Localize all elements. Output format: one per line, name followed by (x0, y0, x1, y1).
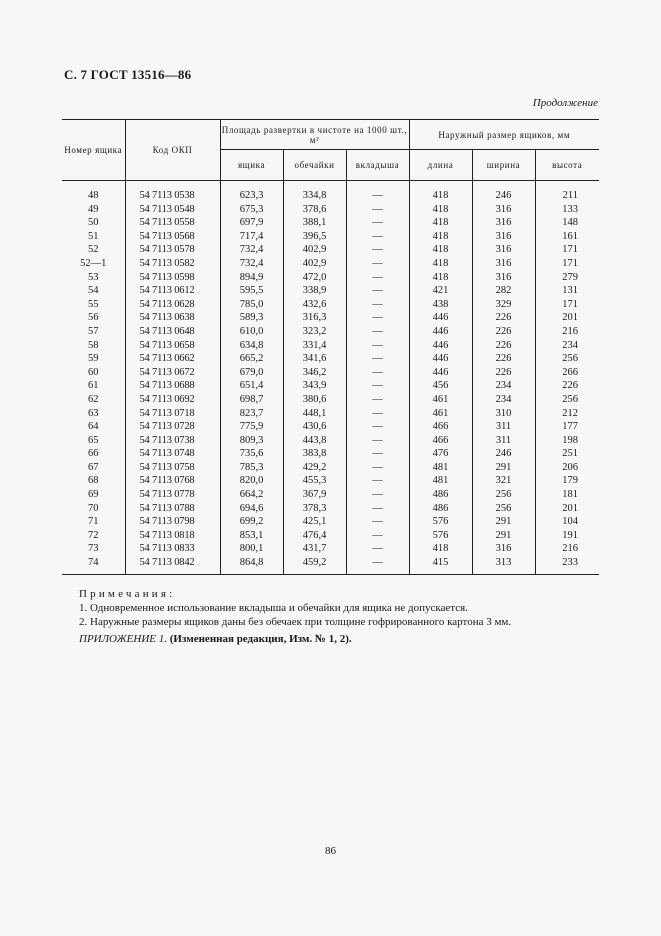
table-row (62, 447, 599, 461)
cell-box-number: 61 (88, 380, 99, 392)
header-height: высота (535, 150, 599, 181)
cell-area-box: 699,2 (220, 515, 283, 529)
cell-box-number: 57 (88, 325, 99, 337)
cell-area-insert: — (346, 420, 409, 434)
cell-okp-code: 54 7113 0582 (125, 257, 220, 271)
cell-okp-code: 54 7113 0648 (125, 325, 220, 339)
cell-width: 316 (472, 542, 535, 556)
cell-height: 251 (535, 447, 599, 461)
cell-area-box: 610,0 (220, 325, 283, 339)
cell-length: 461 (409, 407, 472, 421)
cell-width: 316 (472, 216, 535, 230)
cell-length: 576 (409, 529, 472, 543)
table-row (62, 243, 599, 257)
cell-width: 234 (472, 379, 535, 393)
cell-area-box: 894,9 (220, 271, 283, 285)
table-row (62, 393, 599, 407)
cell-area-insert: — (346, 488, 409, 502)
cell-height: 233 (535, 556, 599, 574)
cell-area-shell: 402,9 (283, 257, 346, 271)
table-row (62, 298, 599, 312)
cell-area-box: 864,8 (220, 556, 283, 574)
cell-length: 481 (409, 461, 472, 475)
cell-area-shell: 443,8 (283, 434, 346, 448)
cell-okp-code: 54 7113 0758 (125, 461, 220, 475)
appendix-label: ПРИЛОЖЕНИЕ 1. (79, 633, 167, 645)
cell-length: 461 (409, 393, 472, 407)
cell-area-box: 664,2 (220, 488, 283, 502)
cell-area-insert: — (346, 271, 409, 285)
cell-area-insert: — (346, 243, 409, 257)
cell-area-box: 679,0 (220, 366, 283, 380)
cell-width: 246 (472, 447, 535, 461)
cell-height: 212 (535, 407, 599, 421)
cell-width: 226 (472, 339, 535, 353)
cell-area-insert: — (346, 447, 409, 461)
cell-area-shell: 380,6 (283, 393, 346, 407)
table-row (62, 474, 599, 488)
cell-height: 104 (535, 515, 599, 529)
cell-box-number: 58 (88, 339, 99, 351)
cell-box-number: 51 (88, 230, 99, 242)
cell-area-box: 589,3 (220, 311, 283, 325)
cell-area-shell: 331,4 (283, 339, 346, 353)
cell-box-number: 49 (88, 203, 99, 215)
cell-length: 446 (409, 325, 472, 339)
cell-length: 446 (409, 352, 472, 366)
cell-width: 316 (472, 271, 535, 285)
cell-okp-code: 54 7113 0692 (125, 393, 220, 407)
cell-height: 201 (535, 311, 599, 325)
cell-okp-code: 54 7113 0688 (125, 379, 220, 393)
cell-box-number: 54 (88, 285, 99, 297)
cell-box-number: 52 (88, 244, 99, 256)
header-box-number: Номер ящика (62, 120, 125, 181)
cell-okp-code: 54 7113 0628 (125, 298, 220, 312)
cell-box-number: 68 (88, 475, 99, 487)
table-row (62, 502, 599, 516)
cell-okp-code: 54 7113 0718 (125, 407, 220, 421)
cell-height: 133 (535, 203, 599, 217)
table-row (62, 181, 599, 203)
cell-area-shell: 472,0 (283, 271, 346, 285)
table-row (62, 379, 599, 393)
cell-okp-code: 54 7113 0578 (125, 243, 220, 257)
cell-area-insert: — (346, 257, 409, 271)
cell-height: 226 (535, 379, 599, 393)
header-area-box: ящика (220, 150, 283, 181)
cell-area-insert: — (346, 216, 409, 230)
cell-area-shell: 432,6 (283, 298, 346, 312)
cell-box-number: 60 (88, 366, 99, 378)
cell-area-insert: — (346, 407, 409, 421)
cell-area-box: 675,3 (220, 203, 283, 217)
cell-length: 446 (409, 366, 472, 380)
cell-area-shell: 431,7 (283, 542, 346, 556)
cell-area-box: 809,3 (220, 434, 283, 448)
cell-area-shell: 378,6 (283, 203, 346, 217)
cell-area-box: 732,4 (220, 243, 283, 257)
cell-area-insert: — (346, 393, 409, 407)
cell-area-insert: — (346, 556, 409, 574)
cell-width: 226 (472, 325, 535, 339)
table-row (62, 325, 599, 339)
cell-area-shell: 425,1 (283, 515, 346, 529)
cell-length: 418 (409, 257, 472, 271)
note-item: 1. Одновременное использование вкладыша и обечайки для ящика не допускается. (79, 602, 468, 614)
table-row (62, 407, 599, 421)
cell-box-number: 66 (88, 448, 99, 460)
header-okp-code: Код ОКП (125, 120, 220, 181)
cell-area-shell: 383,8 (283, 447, 346, 461)
cell-area-shell: 388,1 (283, 216, 346, 230)
cell-okp-code: 54 7113 0728 (125, 420, 220, 434)
cell-length: 446 (409, 339, 472, 353)
cell-box-number: 48 (88, 190, 99, 201)
cell-width: 226 (472, 311, 535, 325)
cell-area-box: 775,9 (220, 420, 283, 434)
table-row (62, 311, 599, 325)
cell-area-box: 853,1 (220, 529, 283, 543)
cell-area-box: 823,7 (220, 407, 283, 421)
table-row (62, 542, 599, 556)
header-length: длина (409, 150, 472, 181)
cell-width: 291 (472, 529, 535, 543)
cell-area-box: 623,3 (220, 181, 283, 203)
cell-area-box: 697,9 (220, 216, 283, 230)
cell-height: 234 (535, 339, 599, 353)
cell-okp-code: 54 7113 0788 (125, 502, 220, 516)
cell-length: 418 (409, 181, 472, 203)
cell-height: 161 (535, 230, 599, 244)
cell-area-box: 785,0 (220, 298, 283, 312)
cell-length: 466 (409, 434, 472, 448)
cell-box-number: 62 (88, 393, 99, 405)
cell-okp-code: 54 7113 0818 (125, 529, 220, 543)
cell-area-insert: — (346, 542, 409, 556)
cell-okp-code: 54 7113 0842 (125, 556, 220, 574)
table-row (62, 420, 599, 434)
table-row (62, 461, 599, 475)
table-row (62, 339, 599, 353)
cell-area-box: 717,4 (220, 230, 283, 244)
cell-width: 291 (472, 461, 535, 475)
cell-height: 181 (535, 488, 599, 502)
cell-box-number: 67 (88, 461, 99, 473)
cell-area-insert: — (346, 311, 409, 325)
cell-area-insert: — (346, 339, 409, 353)
cell-height: 206 (535, 461, 599, 475)
cell-okp-code: 54 7113 0598 (125, 271, 220, 285)
cell-width: 316 (472, 203, 535, 217)
header-area-group: Площадь развертки в чистоте на 1000 шт., м² (220, 120, 409, 150)
cell-height: 256 (535, 352, 599, 366)
cell-okp-code: 54 7113 0662 (125, 352, 220, 366)
table-body (62, 181, 599, 575)
cell-area-box: 785,3 (220, 461, 283, 475)
cell-box-number: 72 (88, 529, 99, 541)
cell-height: 279 (535, 271, 599, 285)
cell-box-number: 64 (88, 421, 99, 433)
cell-height: 256 (535, 393, 599, 407)
cell-okp-code: 54 7113 0612 (125, 284, 220, 298)
cell-width: 311 (472, 420, 535, 434)
appendix-text: (Измененная редакция, Изм. № 1, 2). (169, 633, 352, 645)
cell-box-number: 53 (88, 271, 99, 283)
cell-height: 211 (535, 181, 599, 203)
cell-area-insert: — (346, 230, 409, 244)
cell-width: 316 (472, 257, 535, 271)
cell-height: 171 (535, 243, 599, 257)
cell-area-shell: 430,6 (283, 420, 346, 434)
page-number: 86 (325, 845, 336, 857)
document-header: С. 7 ГОСТ 13516—86 (64, 67, 192, 82)
cell-box-number: 55 (88, 298, 99, 310)
table-row (62, 257, 599, 271)
cell-width: 316 (472, 230, 535, 244)
cell-length: 418 (409, 271, 472, 285)
cell-okp-code: 54 7113 0638 (125, 311, 220, 325)
table-row (62, 216, 599, 230)
cell-box-number: 71 (88, 516, 99, 528)
note-item: 2. Наружные размеры ящиков даны без обечаек при толщине гофрированного картона 3 мм. (79, 616, 512, 628)
cell-box-number: 69 (88, 489, 99, 501)
cell-width: 246 (472, 181, 535, 203)
cell-length: 418 (409, 216, 472, 230)
cell-height: 171 (535, 298, 599, 312)
cell-width: 329 (472, 298, 535, 312)
cell-okp-code: 54 7113 0778 (125, 488, 220, 502)
box-dimensions-table (62, 119, 599, 575)
cell-area-box: 800,1 (220, 542, 283, 556)
cell-height: 179 (535, 474, 599, 488)
header-area-shell: обечайки (283, 150, 346, 181)
cell-area-insert: — (346, 325, 409, 339)
cell-okp-code: 54 7113 0768 (125, 474, 220, 488)
cell-area-shell: 316,3 (283, 311, 346, 325)
cell-area-box: 698,7 (220, 393, 283, 407)
cell-area-insert: — (346, 298, 409, 312)
cell-box-number: 56 (88, 312, 99, 324)
cell-length: 486 (409, 502, 472, 516)
cell-area-insert: — (346, 379, 409, 393)
cell-area-shell: 455,3 (283, 474, 346, 488)
cell-okp-code: 54 7113 0558 (125, 216, 220, 230)
cell-width: 321 (472, 474, 535, 488)
cell-okp-code: 54 7113 0833 (125, 542, 220, 556)
cell-box-number: 59 (88, 353, 99, 365)
cell-okp-code: 54 7113 0748 (125, 447, 220, 461)
cell-box-number: 73 (88, 543, 99, 555)
cell-width: 310 (472, 407, 535, 421)
table-row (62, 556, 599, 574)
cell-okp-code: 54 7113 0548 (125, 203, 220, 217)
header-size-group: Наружный размер ящиков, мм (409, 120, 599, 150)
cell-okp-code: 54 7113 0672 (125, 366, 220, 380)
cell-area-shell: 396,5 (283, 230, 346, 244)
cell-area-box: 820,0 (220, 474, 283, 488)
cell-area-shell: 367,9 (283, 488, 346, 502)
cell-height: 216 (535, 542, 599, 556)
cell-okp-code: 54 7113 0538 (125, 181, 220, 203)
cell-area-insert: — (346, 352, 409, 366)
cell-width: 316 (472, 243, 535, 257)
cell-okp-code: 54 7113 0658 (125, 339, 220, 353)
cell-box-number: 74 (88, 557, 99, 569)
cell-length: 456 (409, 379, 472, 393)
cell-box-number: 52—1 (80, 257, 107, 269)
cell-width: 226 (472, 366, 535, 380)
cell-area-insert: — (346, 366, 409, 380)
cell-area-box: 634,8 (220, 339, 283, 353)
table-row (62, 515, 599, 529)
cell-area-insert: — (346, 515, 409, 529)
cell-area-insert: — (346, 203, 409, 217)
cell-area-insert: — (346, 461, 409, 475)
cell-length: 418 (409, 542, 472, 556)
cell-length: 418 (409, 230, 472, 244)
cell-area-shell: 323,2 (283, 325, 346, 339)
cell-area-shell: 341,6 (283, 352, 346, 366)
cell-area-shell: 346,2 (283, 366, 346, 380)
table-row (62, 271, 599, 285)
cell-length: 481 (409, 474, 472, 488)
cell-area-box: 694,6 (220, 502, 283, 516)
cell-width: 291 (472, 515, 535, 529)
cell-area-shell: 448,1 (283, 407, 346, 421)
cell-length: 476 (409, 447, 472, 461)
notes-section (79, 587, 511, 629)
table-row (62, 352, 599, 366)
cell-area-shell: 429,2 (283, 461, 346, 475)
cell-length: 446 (409, 311, 472, 325)
cell-area-shell: 402,9 (283, 243, 346, 257)
cell-width: 282 (472, 284, 535, 298)
cell-width: 311 (472, 434, 535, 448)
cell-area-insert: — (346, 434, 409, 448)
cell-width: 256 (472, 488, 535, 502)
table-row (62, 284, 599, 298)
cell-height: 131 (535, 284, 599, 298)
cell-area-shell: 334,8 (283, 181, 346, 203)
table-row (62, 434, 599, 448)
cell-width: 226 (472, 352, 535, 366)
cell-area-insert: — (346, 181, 409, 203)
cell-area-insert: — (346, 529, 409, 543)
appendix-line (79, 633, 352, 645)
cell-box-number: 50 (88, 217, 99, 229)
cell-length: 418 (409, 203, 472, 217)
cell-width: 256 (472, 502, 535, 516)
cell-length: 576 (409, 515, 472, 529)
table-row (62, 488, 599, 502)
table-row (62, 529, 599, 543)
cell-okp-code: 54 7113 0568 (125, 230, 220, 244)
continuation-label: Продолжение (532, 97, 598, 109)
table-row (62, 230, 599, 244)
cell-area-box: 735,6 (220, 447, 283, 461)
cell-length: 438 (409, 298, 472, 312)
table-row (62, 366, 599, 380)
cell-length: 421 (409, 284, 472, 298)
cell-area-shell: 459,2 (283, 556, 346, 574)
cell-height: 171 (535, 257, 599, 271)
cell-area-box: 651,4 (220, 379, 283, 393)
cell-height: 148 (535, 216, 599, 230)
notes-title: Примечания: (79, 588, 176, 600)
cell-box-number: 70 (88, 502, 99, 514)
cell-height: 198 (535, 434, 599, 448)
cell-area-insert: — (346, 284, 409, 298)
cell-area-box: 732,4 (220, 257, 283, 271)
cell-length: 415 (409, 556, 472, 574)
cell-box-number: 63 (88, 407, 99, 419)
cell-length: 486 (409, 488, 472, 502)
cell-width: 234 (472, 393, 535, 407)
table-row (62, 203, 599, 217)
cell-height: 201 (535, 502, 599, 516)
cell-okp-code: 54 7113 0738 (125, 434, 220, 448)
cell-height: 191 (535, 529, 599, 543)
cell-length: 466 (409, 420, 472, 434)
cell-area-shell: 476,4 (283, 529, 346, 543)
cell-length: 418 (409, 243, 472, 257)
cell-width: 313 (472, 556, 535, 574)
cell-area-box: 665,2 (220, 352, 283, 366)
cell-area-insert: — (346, 502, 409, 516)
cell-area-box: 595,5 (220, 284, 283, 298)
cell-area-shell: 343,9 (283, 379, 346, 393)
cell-box-number: 65 (88, 434, 99, 446)
header-area-insert: вкладыша (346, 150, 409, 181)
header-width: ширина (472, 150, 535, 181)
cell-height: 216 (535, 325, 599, 339)
cell-okp-code: 54 7113 0798 (125, 515, 220, 529)
cell-height: 266 (535, 366, 599, 380)
cell-area-insert: — (346, 474, 409, 488)
cell-area-shell: 378,3 (283, 502, 346, 516)
cell-area-shell: 338,9 (283, 284, 346, 298)
cell-height: 177 (535, 420, 599, 434)
